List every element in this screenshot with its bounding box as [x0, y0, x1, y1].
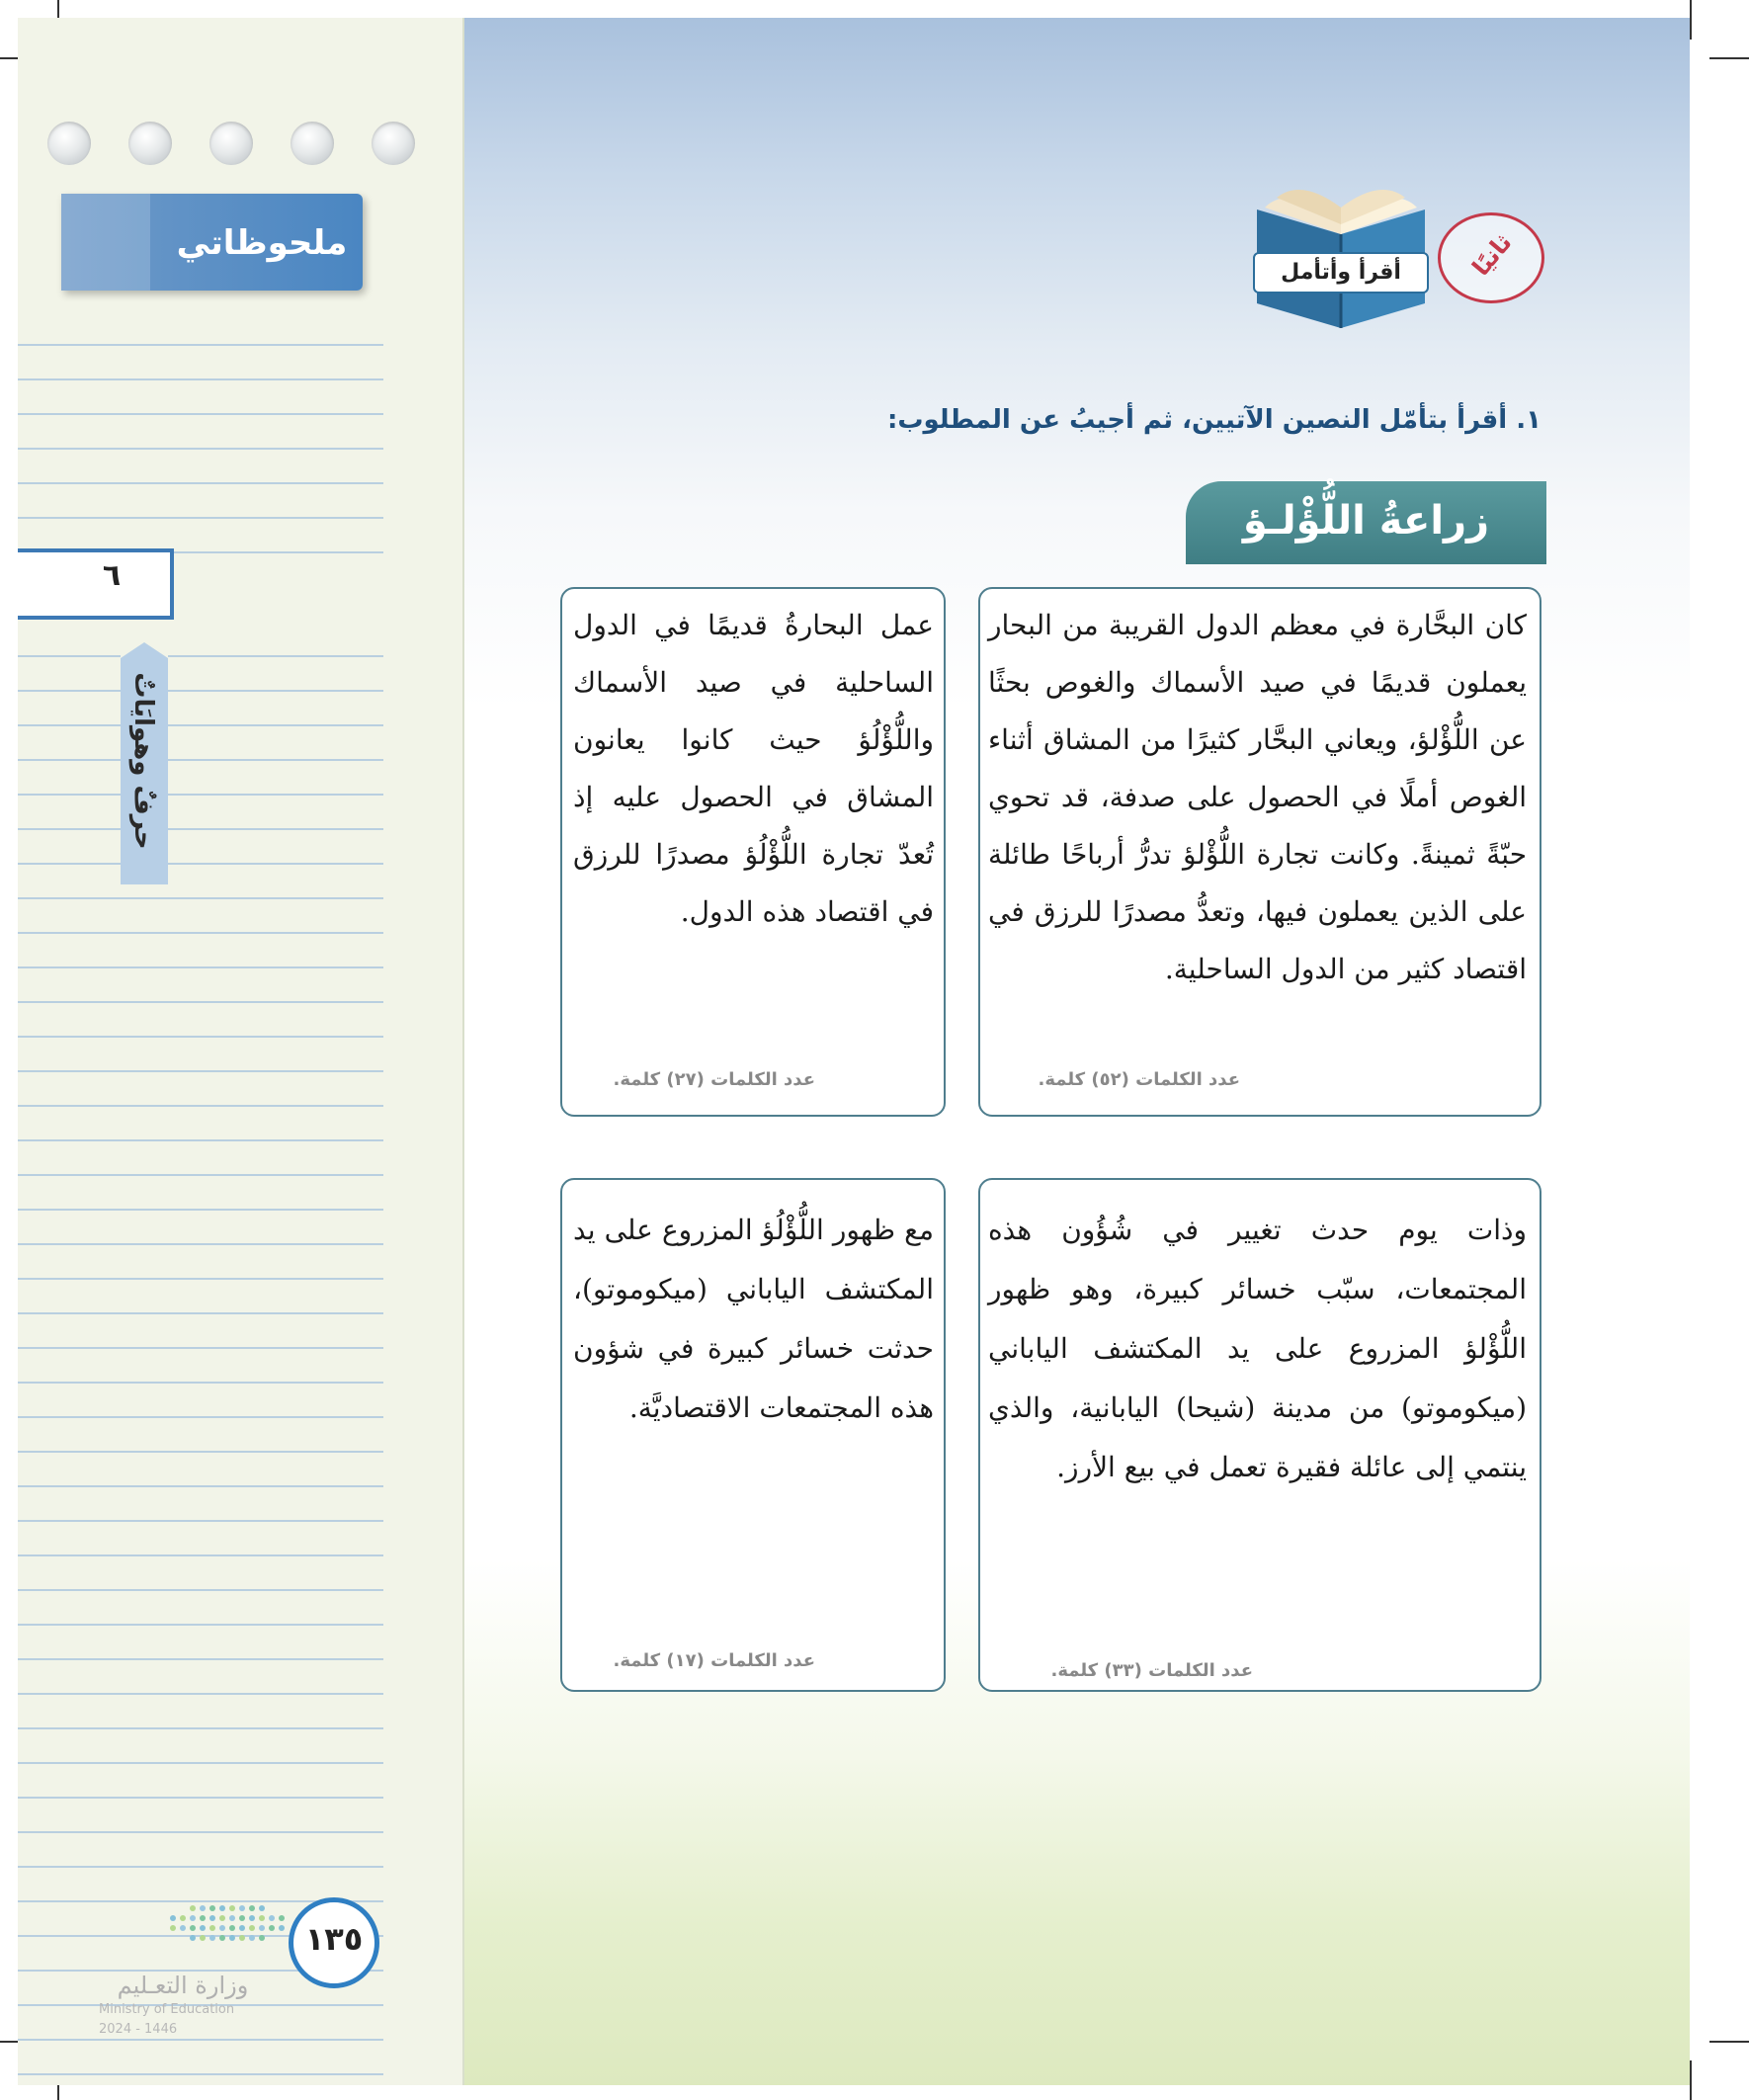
logo-dot — [190, 1905, 196, 1911]
ministry-year: 2024 - 1446 — [99, 2022, 178, 2037]
section-label: أقرأ وأتأمل — [1253, 252, 1429, 294]
card-text: كان البحَّارة في معظم الدول القريبة من البحار يعملون قديمًا في صيد الأسماك والغوص بحثًا عن اللُّؤْلؤ، ويعاني البحَّار كثيرًا من المشاق أثناء الغوص أملًا في الحصول على صدفة، قد تحوي حبّةً ثمينةً. وكانت تجارة اللُّؤْلؤ تدرُّ أرباحًا طائلة على الذين يعملون فيها، وتعدُّ مصدرًا للرزق في اقتصاد كثير من الدول الساحلية. — [988, 609, 1527, 985]
note-line — [18, 897, 383, 899]
crop-mark — [1690, 2060, 1692, 2100]
logo-dot — [200, 1915, 206, 1921]
note-line — [18, 1001, 383, 1003]
note-line — [18, 1866, 383, 1868]
ministry-logo-dots — [170, 1905, 289, 1947]
note-line — [18, 1693, 383, 1695]
note-line — [18, 2073, 383, 2075]
crop-mark — [1690, 0, 1692, 40]
word-count: عدد الكلمات (٢٧) كلمة. — [613, 1069, 815, 1090]
crop-mark — [1709, 57, 1749, 59]
lesson-title: زراعةُ اللُّؤْلـؤ — [1242, 498, 1490, 544]
unit-name: حرفٌ وهوايَاتٌ — [128, 672, 158, 850]
ministry-name-english: Ministry of Education — [99, 2002, 235, 2017]
note-line — [18, 1382, 383, 1384]
logo-dot — [200, 1925, 206, 1931]
note-line — [18, 1312, 383, 1314]
note-line — [18, 759, 383, 761]
note-line — [18, 655, 383, 657]
note-line — [18, 1174, 383, 1176]
note-line — [18, 1278, 383, 1280]
unit-number: ٦ — [102, 558, 122, 593]
logo-dot — [170, 1915, 176, 1921]
note-line — [18, 1589, 383, 1591]
word-count: عدد الكلمات (٣٣) كلمة. — [1050, 1660, 1253, 1681]
logo-dot — [200, 1905, 206, 1911]
logo-dot — [229, 1925, 235, 1931]
logo-dot — [219, 1935, 225, 1941]
notes-title: ملحوظاتي — [176, 223, 348, 263]
card-text: مع ظهور اللُّؤْلُؤ المزروع على يد المكتشف الياباني (ميكوموتو)، حدثت خسائر كبيرة في شؤون هذه المجتمعات الاقتصاديَّة. — [573, 1214, 934, 1424]
logo-dot — [180, 1925, 186, 1931]
section-badge-label: ثانيًا — [1466, 228, 1518, 282]
note-line — [18, 482, 383, 484]
logo-dot — [259, 1915, 265, 1921]
card-text: عمل البحارةُ قديمًا في الدول الساحلية في صيد الأسماك واللُّؤْلُؤ حيث كانوا يعانون المشاق في الحصول عليه إذ تُعدّ تجارة اللُّؤْلُؤ مصدرًا للرزق في اقتصاد هذه الدول. — [573, 609, 934, 928]
logo-dot — [209, 1905, 215, 1911]
logo-dot — [259, 1905, 265, 1911]
note-line — [18, 1520, 383, 1522]
logo-dot — [259, 1925, 265, 1931]
note-line — [18, 2039, 383, 2041]
note-line — [18, 1762, 383, 1764]
logo-dot — [249, 1925, 255, 1931]
logo-dot — [229, 1935, 235, 1941]
logo-dot — [229, 1915, 235, 1921]
note-line — [18, 378, 383, 380]
note-line — [18, 1347, 383, 1349]
note-line — [18, 1485, 383, 1487]
logo-dot — [259, 1935, 265, 1941]
ministry-name-arabic: وزارة التعـليم — [117, 1972, 249, 1999]
note-line — [18, 1416, 383, 1418]
note-line — [18, 1797, 383, 1799]
instruction-text: ١. أقرأ بتأمّل النصين الآتيين، ثم أجيبُ عن المطلوب: — [886, 405, 1541, 435]
logo-dot — [219, 1925, 225, 1931]
note-line — [18, 448, 383, 450]
note-line — [18, 1070, 383, 1072]
note-line — [18, 1139, 383, 1141]
notes-tab-strip — [61, 194, 150, 291]
note-line — [18, 1658, 383, 1660]
note-line — [18, 1036, 383, 1038]
punch-hole — [291, 122, 334, 165]
note-line — [18, 966, 383, 968]
note-line — [18, 1624, 383, 1626]
note-line — [18, 690, 383, 692]
logo-dot — [219, 1915, 225, 1921]
punch-hole — [128, 122, 172, 165]
note-line — [18, 863, 383, 865]
page-number: ١٣٥ — [304, 1920, 364, 1958]
note-line — [18, 1727, 383, 1729]
logo-dot — [190, 1925, 196, 1931]
logo-dot — [219, 1905, 225, 1911]
logo-dot — [209, 1935, 215, 1941]
logo-dot — [279, 1925, 285, 1931]
logo-dot — [190, 1935, 196, 1941]
note-line — [18, 724, 383, 726]
punch-hole — [372, 122, 415, 165]
logo-dot — [249, 1905, 255, 1911]
word-count: عدد الكلمات (٥٢) كلمة. — [1038, 1069, 1240, 1090]
logo-dot — [239, 1905, 245, 1911]
logo-dot — [239, 1925, 245, 1931]
note-line — [18, 344, 383, 346]
logo-dot — [190, 1915, 196, 1921]
note-line — [18, 794, 383, 796]
logo-dot — [249, 1915, 255, 1921]
note-line — [18, 413, 383, 415]
logo-dot — [269, 1925, 275, 1931]
notes-sidebar — [18, 18, 464, 2085]
logo-dot — [180, 1915, 186, 1921]
punch-hole — [47, 122, 91, 165]
logo-dot — [239, 1935, 245, 1941]
logo-dot — [209, 1915, 215, 1921]
logo-dot — [239, 1915, 245, 1921]
note-line — [18, 932, 383, 934]
note-line — [18, 517, 383, 519]
punch-hole — [209, 122, 253, 165]
logo-dot — [249, 1935, 255, 1941]
note-line — [18, 828, 383, 830]
logo-dot — [200, 1935, 206, 1941]
note-line — [18, 1209, 383, 1211]
card-text: وذات يوم حدث تغيير في شُؤُون هذه المجتمعات، سبّب خسائر كبيرة، وهو ظهور اللُّؤْلؤ المزروع على يد المكتشف الياباني (ميكوموتو) من مدينة (شيحا) اليابانية، والذي ينتمي إلى عائلة فقيرة تعمل في بيع الأرز. — [988, 1214, 1527, 1483]
note-line — [18, 1451, 383, 1453]
note-line — [18, 1831, 383, 1833]
note-line — [18, 1554, 383, 1556]
logo-dot — [209, 1925, 215, 1931]
crop-mark — [1709, 2041, 1749, 2043]
word-count: عدد الكلمات (١٧) كلمة. — [613, 1650, 815, 1671]
logo-dot — [170, 1925, 176, 1931]
logo-dot — [229, 1905, 235, 1911]
note-line — [18, 1105, 383, 1107]
logo-dot — [279, 1915, 285, 1921]
note-line — [18, 1243, 383, 1245]
logo-dot — [269, 1915, 275, 1921]
